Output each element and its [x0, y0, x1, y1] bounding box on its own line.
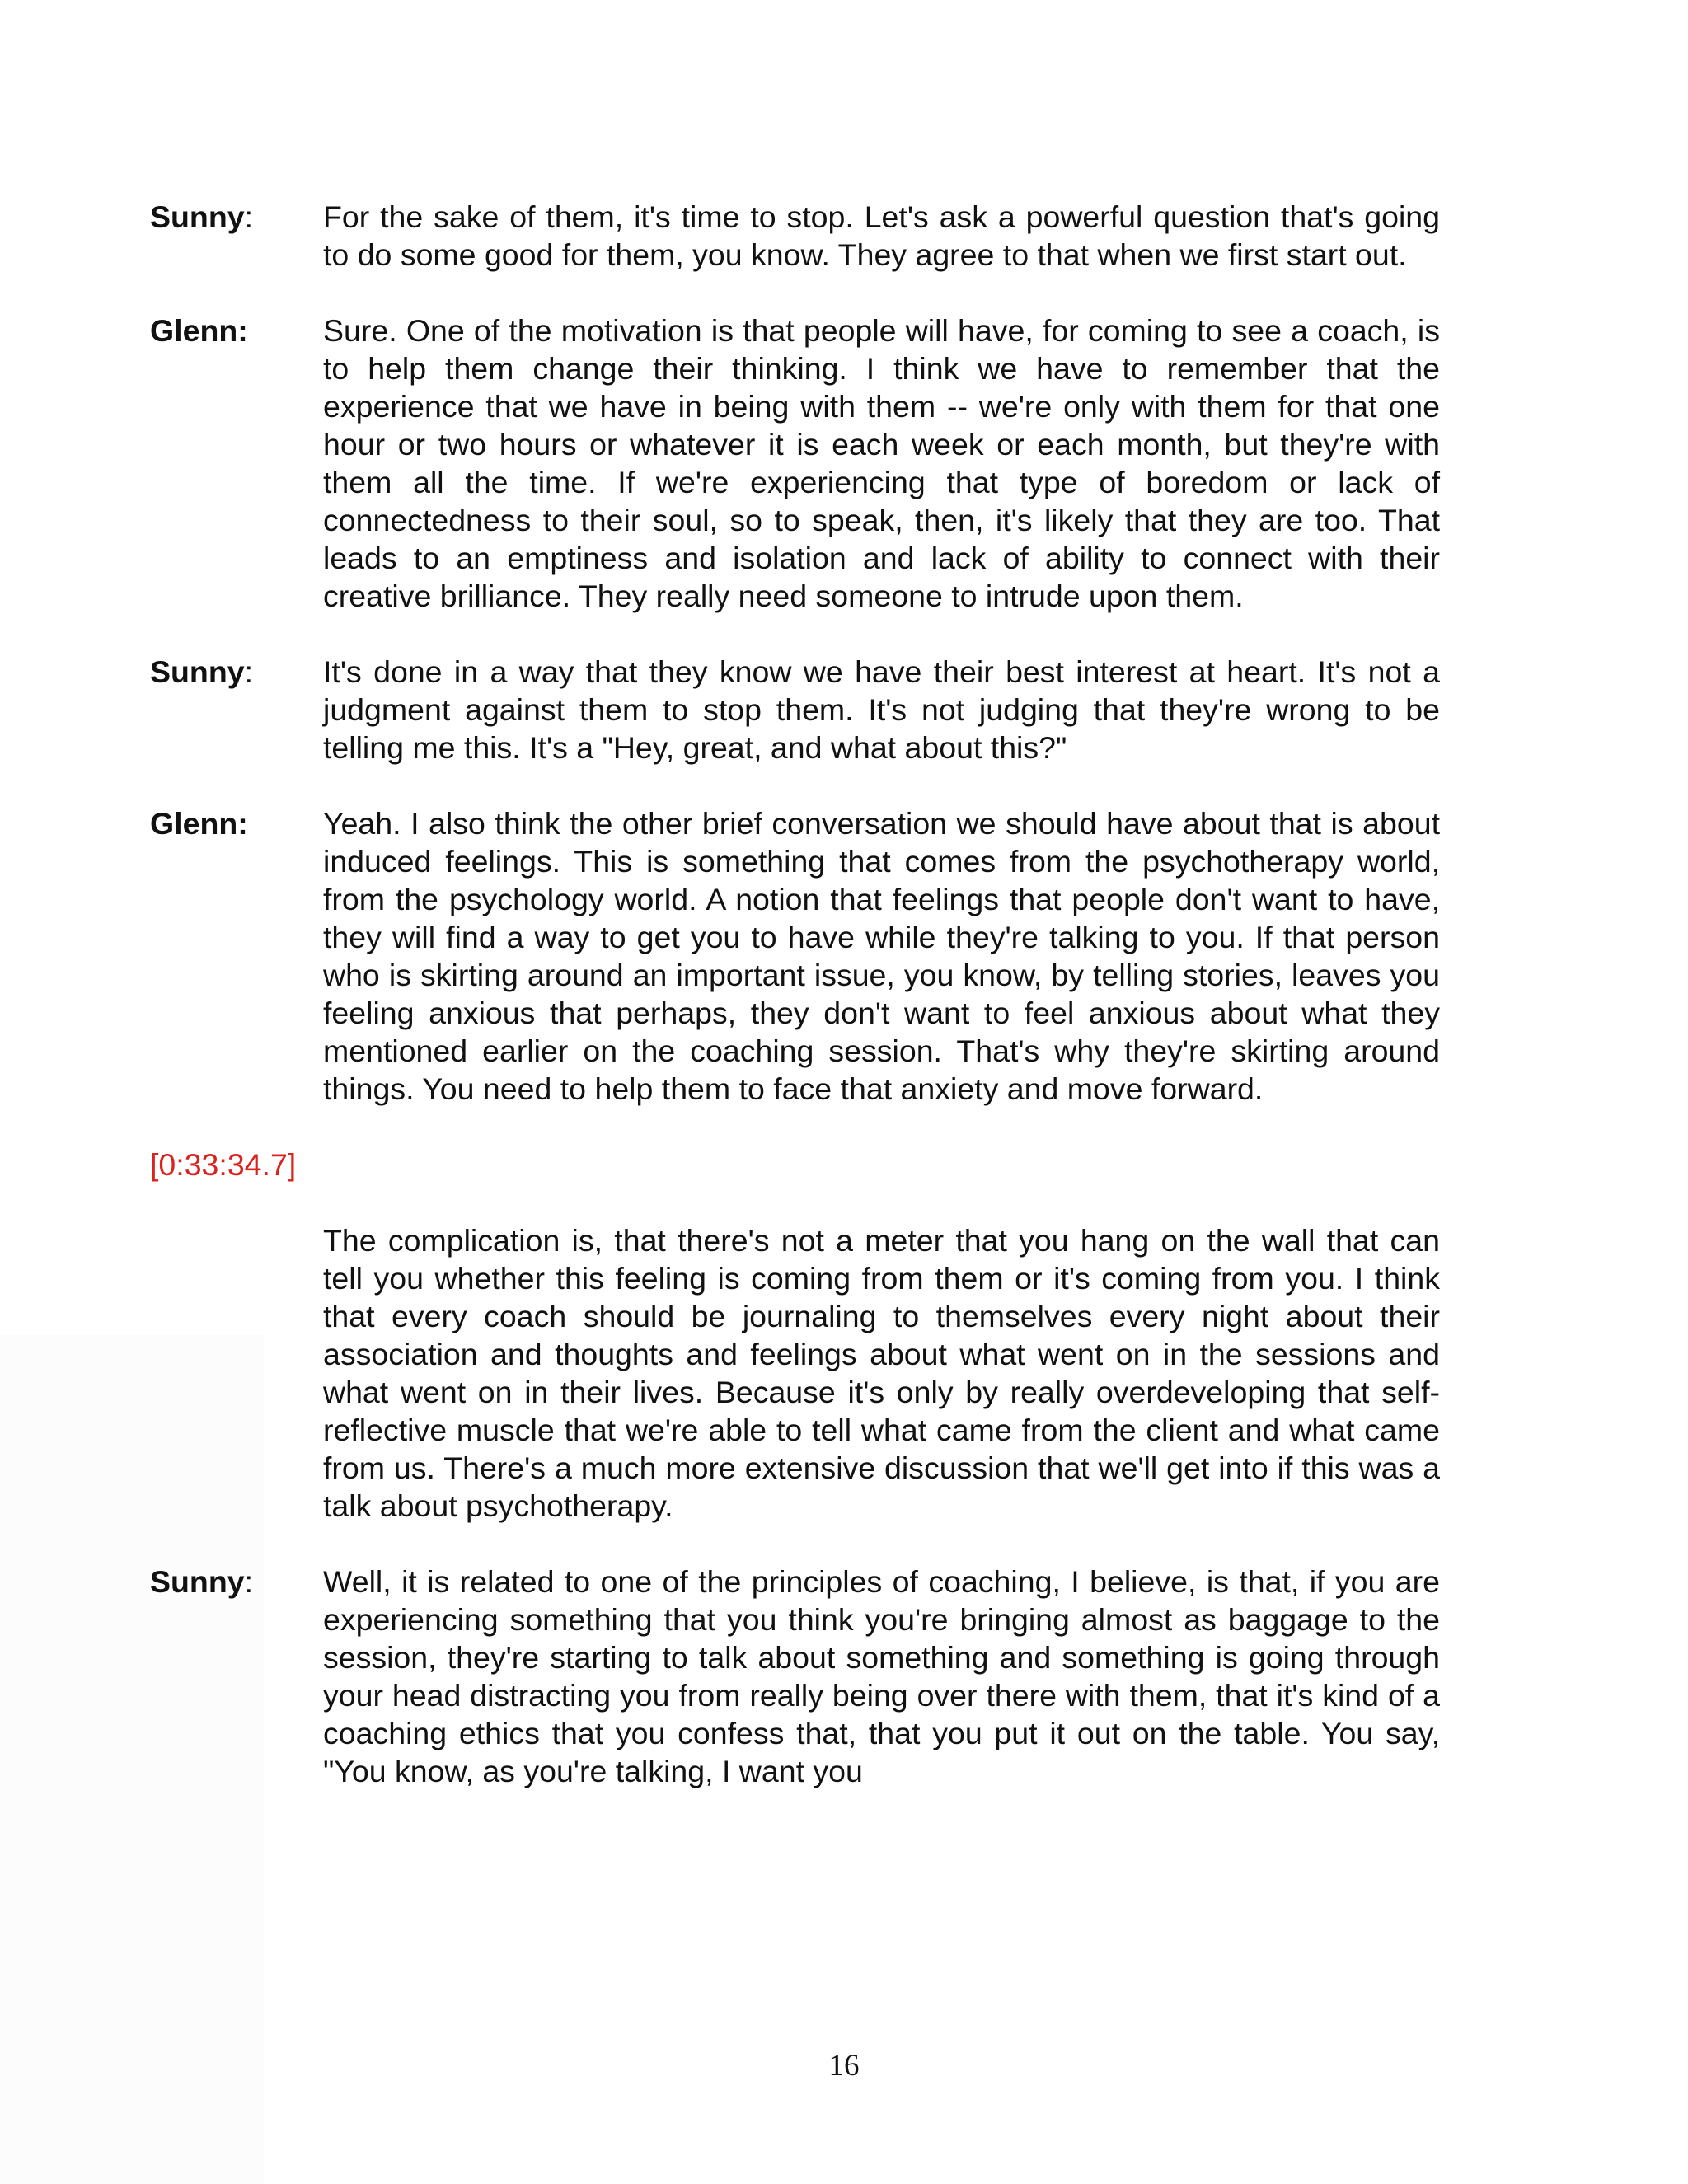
speaker-label — [150, 198, 323, 236]
timestamp: [0:33:34.7] — [150, 1147, 297, 1182]
transcript-entry — [150, 804, 1440, 1108]
speaker-label — [150, 653, 323, 691]
speaker-label — [150, 1563, 323, 1601]
speaker-name: Sunny — [150, 654, 245, 689]
transcript-body — [150, 198, 1440, 1828]
transcript-entry — [150, 653, 1440, 766]
speaker-name: Sunny — [150, 199, 245, 234]
continuation-text: The complication is, that there's not a meter that you hang on the wall that can tell you whether this feeling is coming from them or it's coming from you. I think that every coach should be journaling to themselves every night about their association and thoughts and feelings about what went on in the sessions and what went on in their lives. Because it's only by really overdeveloping that self-reflective muscle that we're able to tell what came from the client and what came from us. There's a much more extensive discussion that we'll get into if this was a talk about psychotherapy. — [323, 1223, 1440, 1523]
speech-text: It's done in a way that they know we have their best interest at heart. It's not a judgment against them to stop them. It's not judging that they're wrong to be telling me this. It's a "Hey, great, and what about this?" — [323, 654, 1440, 765]
transcript-entry — [150, 312, 1440, 615]
speaker-colon: : — [244, 654, 254, 689]
speech-text: For the sake of them, it's time to stop. Let's ask a powerful question that's going to do some good for them, you know. They agree to that when we first start out. — [323, 199, 1440, 272]
speaker-colon: : — [244, 199, 254, 234]
page-number: 16 — [828, 2049, 860, 2083]
speaker-name: Sunny — [150, 1564, 245, 1599]
speaker-name: Glenn: — [150, 313, 248, 348]
speech-text: Sure. One of the motivation is that people will have, for coming to see a coach, is to help them change their thinking. I think we have to remember that the experience that we have in being with them -- we're only with them for that one hour or two hours or whatever it is each week or each month, but they're with them all the time. If we're experiencing that type of boredom or lack of connectedness to their soul, so to speak, then, it's likely that they are too. That leads to an emptiness and isolation and lack of ability to connect with their creative brilliance. They really need someone to intrude upon them. — [323, 313, 1440, 613]
speaker-label — [150, 804, 323, 842]
speech-text: Yeah. I also think the other brief conversation we should have about that is about induced feelings. This is something that comes from the psychotherapy world, from the psychology world. A notion that feelings that people don't want to have, they will find a way to get you to have while they're talking to you. If that person who is skirting around an important issue, you know, by telling stories, leaves you feeling anxious that perhaps, they don't want to feel anxious about what they mentioned earlier on the coaching session. That's why they're skirting around things. You need to help them to face that anxiety and move forward. — [323, 806, 1440, 1106]
transcript-entry — [150, 198, 1440, 274]
speech-text: Well, it is related to one of the principles of coaching, I believe, is that, if you are experiencing something that you think you're bringing almost as baggage to the session, they're starting to talk about something and something is going through your head distracting you from really being over there with them, that it's kind of a coaching ethics that you confess that, that you put it out on the table. You say, "You know, as you're talking, I want you — [323, 1564, 1440, 1788]
speaker-colon: : — [244, 1564, 254, 1599]
speaker-label — [150, 312, 323, 349]
speaker-name: Glenn: — [150, 806, 248, 841]
transcript-entry — [150, 1563, 1440, 1790]
